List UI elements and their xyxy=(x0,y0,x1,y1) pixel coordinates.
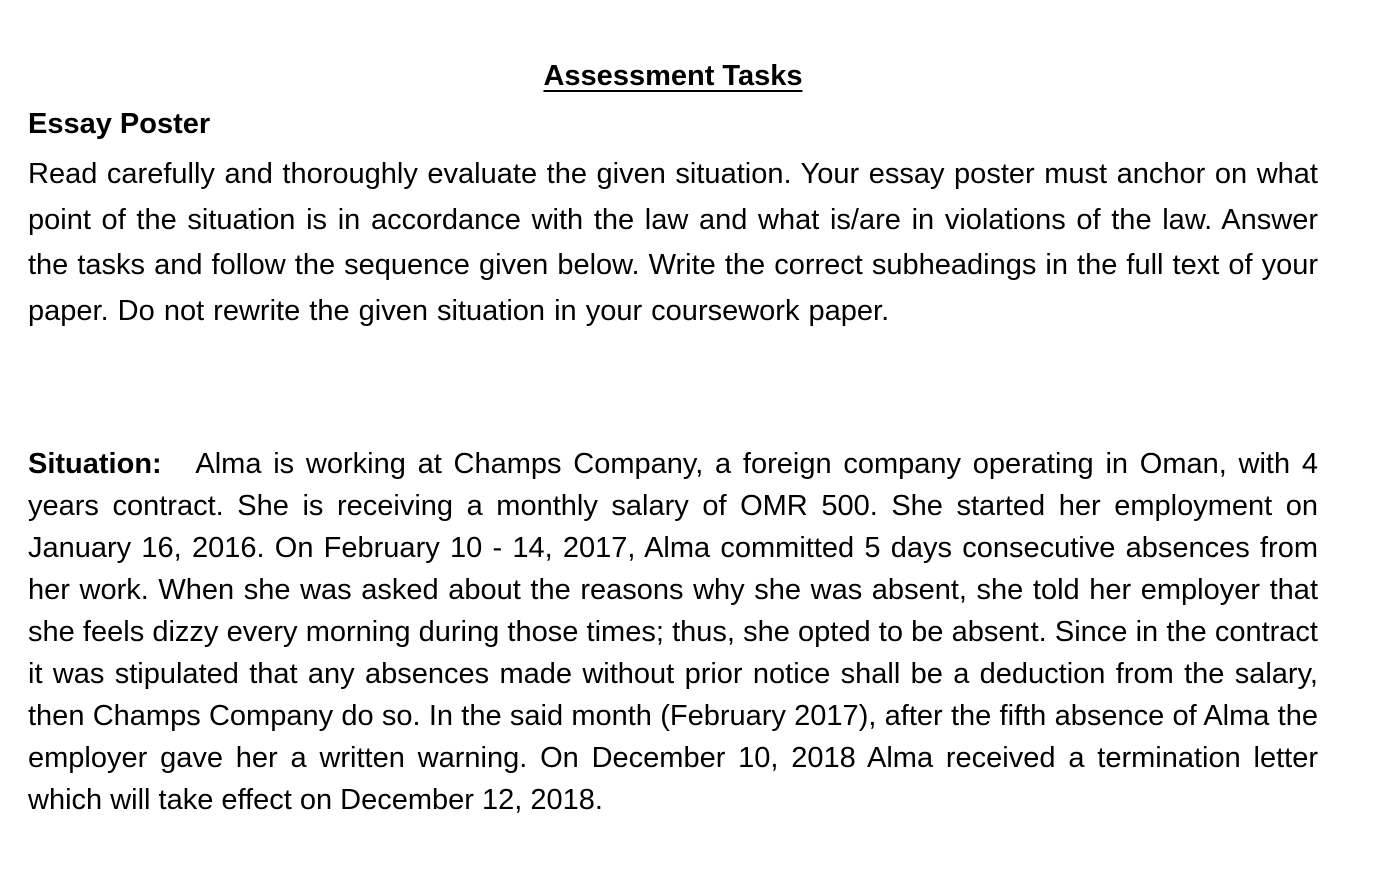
instructions-paragraph: Read carefully and thoroughly evaluate the given situation. Your essay poster must anchor on what point of the situation is in accordance with the law and what is/are in violations of the law. Answer the tasks and follow the sequence given below. Write the correct subheadings in the full text of your paper. Do not rewrite the given situation in your coursework paper. xyxy=(28,158,1318,327)
situation-paragraph xyxy=(28,443,1318,821)
section-heading: Essay Poster xyxy=(28,108,211,140)
situation-text: Alma is working at Champs Company, a foreign company operating in Oman, with 4 years contract. She is receiving a monthly salary of OMR 500. She started her employment on January 16, 2016. On February 10 - 14, 2017, Alma committed 5 days consecutive absences from her work. When she was asked about the reasons why she was absent, she told her employer that she feels dizzy every morning during those times; thus, she opted to be absent. Since in the contract it was stipulated that any absences made without prior notice shall be a deduction from the salary, then Champs Company do so. In the said month (February 2017), after the fifth absence of Alma the employer gave her a written warning. On December 10, 2018 Alma received a termination letter which will take effect on December 12, 2018. xyxy=(28,448,1318,816)
page-title: Assessment Tasks xyxy=(543,60,803,92)
situation-label: Situation: xyxy=(28,448,162,480)
